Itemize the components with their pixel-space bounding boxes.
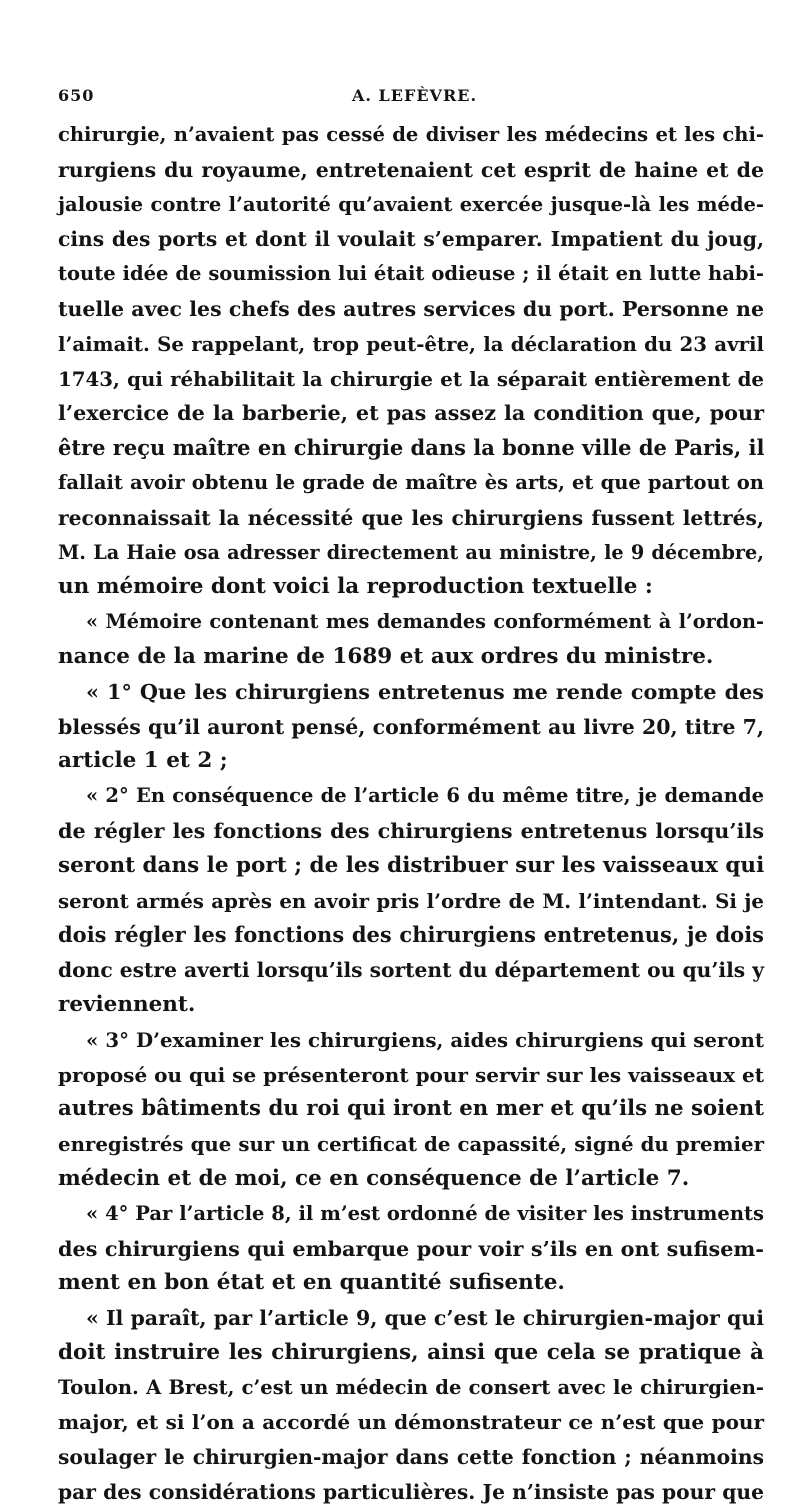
body-text <box>58 118 764 1510</box>
text-line: ment en bon état et en quantité sufisente. <box>58 1270 565 1296</box>
page-number: 650 <box>58 86 95 105</box>
text-line: enregistrés que sur un certificat de capassité, signé du premier <box>58 1132 764 1157</box>
text-line: toute idée de soumission lui était odieuse ; il était en lutte habi- <box>58 262 764 286</box>
text-line: par des considérations particulières. Je n’insiste pas pour que <box>58 1480 764 1505</box>
text-line: dois régler les fonctions des chirurgiens entretenus, je dois <box>58 922 764 948</box>
text-line: major, et si l’on a accordé un démonstrateur ce n’est que pour <box>58 1410 764 1435</box>
text-line: fallait avoir obtenu le grade de maître ès arts, et que partout on <box>58 470 764 494</box>
text-line: être reçu maître en chirurgie dans la bonne ville de Paris, il <box>58 435 765 461</box>
text-line: M. La Haie osa adresser directement au ministre, le 9 décembre, <box>58 540 764 564</box>
text-line: « Mémoire contenant mes demandes conformément à l’ordon- <box>86 610 764 634</box>
text-line: l’aimait. Se rappelant, trop peut-être, la déclaration du 23 avril <box>58 331 764 356</box>
text-line: jalousie contre l’autorité qu’avaient exercée jusque-là les méde- <box>58 192 764 216</box>
text-line: rurgiens du royaume, entretenaient cet esprit de haine et de <box>58 157 764 182</box>
text-line: seront armés après en avoir pris l’ordre de M. l’intendant. Si je <box>58 888 764 913</box>
running-head <box>58 86 792 112</box>
text-line: doit instruire les chirurgiens, ainsi que cela se pratique à <box>58 1339 764 1365</box>
text-line: cins des ports et dont il voulait s’emparer. Impatient du joug, <box>58 227 764 252</box>
text-line: article 1 et 2 ; <box>58 748 228 774</box>
text-line: « 3° D’examiner les chirurgiens, aides chirurgiens qui seront <box>86 1027 764 1052</box>
text-line: 1743, qui réhabilitait la chirurgie et la séparait entièrement de <box>58 366 764 391</box>
text-line: « 2° En conséquence de l’article 6 du même titre, je demande <box>86 784 764 808</box>
text-line: « 1° Que les chirurgiens entretenus me rende compte des <box>86 679 764 704</box>
text-line: donc estre averti lorsqu’ils sortent du département ou qu’ils y <box>58 958 764 983</box>
text-line: reviennent. <box>58 991 196 1017</box>
text-line: nance de la marine de 1689 et aux ordres du ministre. <box>58 643 714 669</box>
text-line: proposé ou qui se présenteront pour servir sur les vaisseaux et <box>58 1062 764 1087</box>
text-line: seront dans le port ; de les distribuer sur les vaisseaux qui <box>58 852 765 878</box>
text-line: des chirurgiens qui embarque pour voir s’ils en ont sufisem- <box>58 1236 764 1261</box>
text-line: tuelle avec les chefs des autres services du port. Personne ne <box>58 296 764 321</box>
text-line: un mémoire dont voici la reproduction textuelle : <box>58 574 653 600</box>
text-line: de régler les fonctions des chirurgiens entretenus lorsqu’ils <box>58 818 764 843</box>
text-line: « 4° Par l’article 8, il m’est ordonné de visiter les instruments <box>86 1201 764 1225</box>
text-line: « Il paraît, par l’article 9, que c’est le chirurgien-major qui <box>86 1306 764 1331</box>
text-line: autres bâtiments du roi qui iront en mer et qu’ils ne soient <box>58 1096 764 1122</box>
running-title: A. LEFÈVRE. <box>352 86 478 105</box>
text-line: reconnaissait la nécessité que les chirurgiens fussent lettrés, <box>58 505 764 530</box>
text-line: soulager le chirurgien-major dans cette fonction ; néanmoins <box>58 1445 764 1470</box>
text-line: chirurgie, n’avaient pas cessé de diviser les médecins et les chi- <box>58 123 764 146</box>
text-line: médecin et de moi, ce en conséquence de l’article 7. <box>58 1165 690 1191</box>
text-line: Toulon. A Brest, c’est un médecin de consert avec le chirurgien- <box>58 1375 764 1399</box>
text-line: l’exercice de la barberie, et pas assez la condition que, pour <box>58 401 764 426</box>
text-line: blessés qu’il auront pensé, conformément au livre 20, titre 7, <box>58 714 764 739</box>
